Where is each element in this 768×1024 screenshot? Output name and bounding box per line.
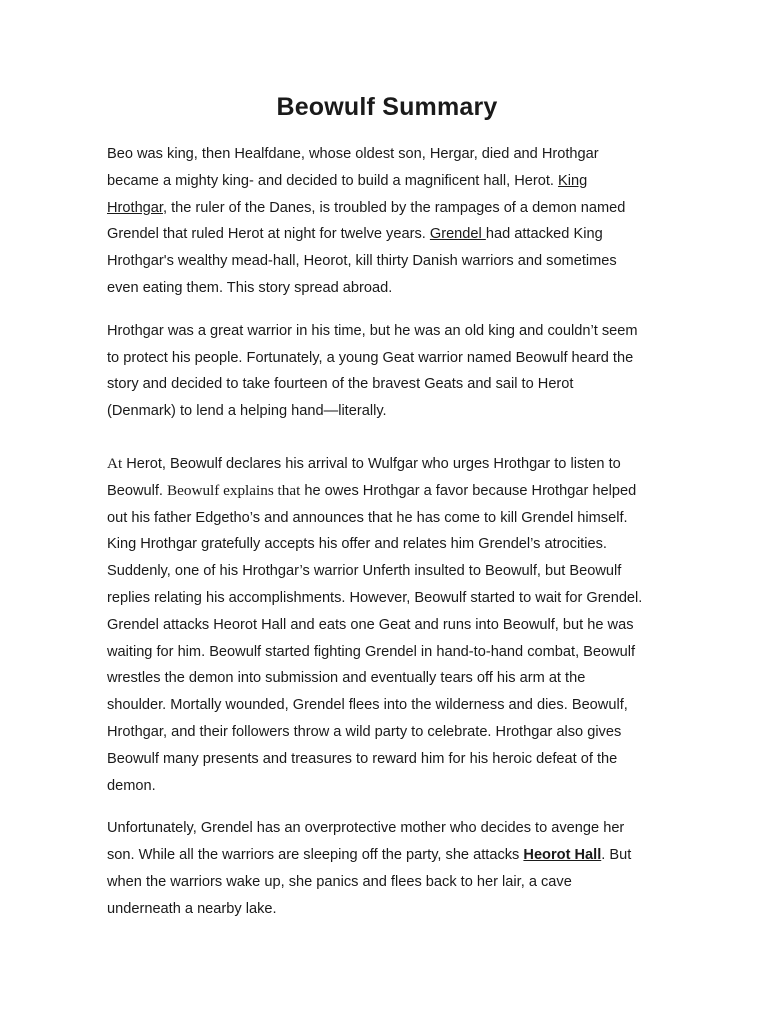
text-run-serif: At (107, 454, 123, 472)
paragraph-spacer (107, 799, 667, 815)
paragraph-line: Grendel attacks Heorot Hall and eats one Geat and runs into Beowulf, but he was (107, 616, 634, 633)
paragraph-line (107, 168, 667, 195)
king-hrothgar-link[interactable]: King (558, 172, 588, 189)
paragraph-line: King Hrothgar gratefully accepts his offer and relates him Grendel’s atrocities. (107, 536, 607, 553)
paragraph-line (107, 842, 667, 869)
paragraph-line (107, 451, 667, 478)
grendel-link[interactable]: Grendel (429, 226, 486, 243)
paragraph-line: to protect his people. Fortunately, a young Geat warrior named Beowulf heard the (107, 349, 634, 366)
paragraph-spacer (107, 302, 667, 318)
text-run: . But (601, 847, 632, 864)
paragraph-2 (107, 318, 667, 425)
text-run-serif: Beowulf explains that (167, 481, 301, 499)
text-run: had attacked King (485, 226, 603, 243)
paragraph-1 (107, 141, 667, 302)
text-run: Grendel that ruled Herot at night for twelve years. (107, 226, 430, 243)
paragraph-line: Unfortunately, Grendel has an overprotective mother who decides to avenge her (107, 820, 625, 837)
paragraph-line: story and decided to take fourteen of the bravest Geats and sail to Herot (107, 376, 574, 393)
paragraph-line: wrestles the demon into submission and eventually tears off his arm at the (107, 670, 586, 687)
paragraph-line: shoulder. Mortally wounded, Grendel flees into the wilderness and dies. Beowulf, (107, 697, 628, 714)
text-run: became a mighty king- and decided to build a magnificent hall, Herot. (107, 172, 559, 189)
king-hrothgar-link-continued[interactable]: Hrothgar (107, 199, 163, 216)
paragraph-line: Hrothgar's wealthy mead-hall, Heorot, kill thirty Danish warriors and sometimes (107, 253, 617, 270)
text-run: Herot, Beowulf declares his arrival to Wulfgar who urges Hrothgar to listen to (122, 455, 621, 472)
paragraph-line: demon. (107, 777, 156, 794)
document-title: Beowulf Summary (276, 93, 498, 121)
paragraph-line: replies relating his accomplishments. However, Beowulf started to wait for Grendel. (107, 589, 643, 606)
paragraph-line (107, 221, 667, 248)
text-run: he owes Hrothgar a favor because Hrothgar helped (300, 482, 637, 499)
paragraph-line: even eating them. This story spread abroad. (107, 279, 393, 296)
heorot-hall-link[interactable]: Heorot Hall (523, 847, 602, 864)
text-run: , the ruler of the Danes, is troubled by the rampages of a demon named (162, 199, 626, 216)
paragraph-line: Beowulf many presents and treasures to reward him for his heroic defeat of the (107, 750, 618, 767)
paragraph-line (107, 478, 667, 505)
text-run: Beowulf. (107, 482, 168, 499)
paragraph-line: Suddenly, one of his Hrothgar’s warrior Unferth insulted to Beowulf, but Beowulf (107, 563, 622, 580)
paragraph-line: Hrothgar, and their followers throw a wild party to celebrate. Hrothgar also gives (107, 723, 622, 740)
paragraph-4 (107, 815, 667, 922)
paragraph-line: underneath a nearby lake. (107, 900, 277, 917)
paragraph-line: Hrothgar was a great warrior in his time, but he was an old king and couldn’t seem (107, 322, 638, 339)
paragraph-line: waiting for him. Beowulf started fighting Grendel in hand-to-hand combat, Beowulf (107, 643, 636, 660)
paragraph-line: out his father Edgetho’s and announces that he has come to kill Grendel himself. (107, 509, 628, 526)
text-run: son. While all the warriors are sleeping off the party, she attacks (107, 847, 524, 864)
paragraph-line (107, 195, 667, 222)
paragraph-3 (107, 451, 667, 799)
document-page (107, 88, 667, 923)
paragraph-line: Beo was king, then Healfdane, whose oldest son, Hergar, died and Hrothgar (107, 146, 599, 162)
paragraph-line: (Denmark) to lend a helping hand—literally. (107, 403, 387, 420)
paragraph-spacer (107, 425, 667, 451)
paragraph-line: when the warriors wake up, she panics and flees back to her lair, a cave (107, 873, 572, 890)
